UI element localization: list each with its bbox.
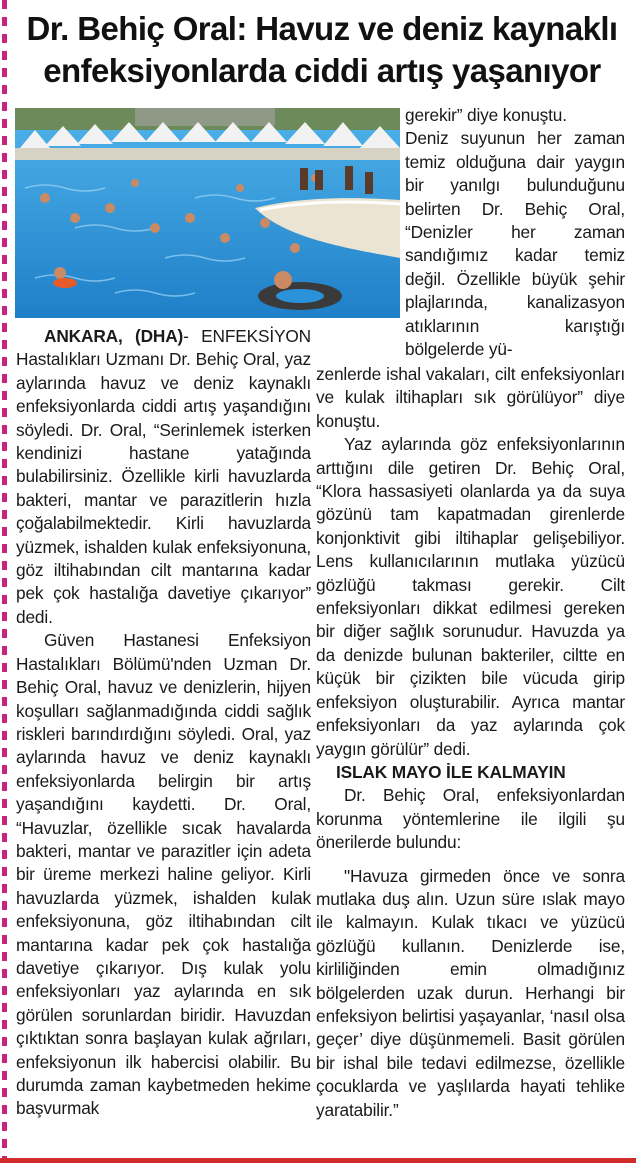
right-column [316, 363, 625, 1122]
dateline: ANKARA, (DHA) [44, 326, 184, 346]
left-column [16, 325, 311, 1121]
paragraph: gerekir” diye konuştu. [405, 105, 567, 125]
page-left-border [2, 0, 7, 1160]
paragraph: zenlerde ishal vakaları, cilt enfeksiyonları ve kulak iltihapları sık görülüyor” diye konuştu. [316, 364, 625, 431]
paragraph: Deniz suyunun her zaman temiz olduğuna dair yaygın bir yanılgı bulunduğunu belirten Dr. Behiç Oral, “Denizler her zaman sandığımız kadar temiz değil. Özellikle büyük şehir plajlarında, kanalizasyon atıklarının karıştığı bölgelerde yü- [405, 128, 625, 360]
article-headline [14, 8, 630, 92]
paragraph: "Havuza girmeden önce ve sonra mutlaka duş alın. Uzun süre ıslak mayo ile kalmayın. Kulak tıkacı ve yüzücü gözlüğü kullanın. Denizlerde ise, kirliliğinden emin olmadığınız bölgelerden uzak durun. Herhangi bir enfeksiyon belirtisi yaşayanlar, ‘nasıl olsa geçer’ diye düşünmemeli. Basit görülen bir ishal bile tedavi edilmezse, özellikle çocuklarda ve yaşlılarda hayati tehlike yaratabilir.” [316, 865, 625, 1120]
paragraph: Güven Hastanesi Enfeksiyon Hastalıkları Bölümü'nden Uzman Dr. Behiç Oral, havuz ve denizlerin, hijyen koşulları sağlanmadığında ciddi sağlık riskleri barındırdığını söyledi. Oral, yaz aylarında havuz ve deniz kaynaklı enfeksiyonlarda belirgin bir artış yaşandığını kaydetti. Dr. Oral, “Havuzlar, özellikle sıcak havalarda bakteri, mantar ve parazitler için adeta bir üreme merkezi haline geliyor. Kirli havuzlarda yüzmek, ishalden kulak enfeksiyonuna, göz iltihabından cilt mantarına kadar pek çok hastalığa davetiye çıkarıyor. Dış kulak yolu enfeksiyonları yaz aylarında en sık görülen sorunlardan biridir. Havuzdan çıktıktan sonra başlayan kulak ağrıları, enfeksiyonun ilk habercisi olabilir. Bu durumda zaman kaybetmeden hekime başvurmak [16, 630, 311, 1119]
headline-line-2: enfeksiyonlarda ciddi artış yaşanıyor [43, 52, 601, 89]
bottom-rule [0, 1158, 636, 1163]
paragraph-text: - ENFEKSİYON Hastalıkları Uzmanı Dr. Behiç Oral, yaz aylarında havuz ve deniz kaynaklı enfeksiyonlarda ciddi artış yaşandığını söyledi. Dr. Oral, “Serinlemek isterken kendinizi hastane yatağında bulabilirsiniz. Özellikle kirli havuzlarda bakteri, mantar ve parazitlerin hızla çoğalabilmektedir. Kirli havuzlarda yüzmek, ishalden kulak enfeksiyonuna, göz iltihabından cilt mantarına kadar pek çok hastalığa davetiye çıkarıyor” dedi. [16, 326, 311, 627]
paragraph: Yaz aylarında göz enfeksiyonlarının arttığını dile getiren Dr. Behiç Oral, “Klora hassasiyeti olanlarda ya da suya gözünü tam kapatmadan girenlerde konjonktivit gibi iltihaplar gelişebiliyor. Lens kullanıcılarının mutlaka yüzücü gözlüğü takması gerekir. Cilt enfeksiyonları dikkat edilmesi gereken bir diğer sağlık sorunudur. Havuzda ya da denizde bulunan bakteriler, ciltte en küçük bir çizikten bile vücuda girip enfeksiyon oluşturabilir. Ayrıca mantar enfeksiyonları da yaz aylarında çok yaygın görülür” dedi. [316, 434, 625, 759]
pool-photo [15, 108, 400, 318]
paragraph [16, 325, 311, 629]
section-subheading: ISLAK MAYO İLE KALMAYIN [336, 761, 566, 782]
headline-line-1: Dr. Behiç Oral: Havuz ve deniz kaynaklı [26, 10, 618, 47]
right-column-top [405, 104, 625, 361]
paragraph: Dr. Behiç Oral, enfeksiyonlardan korunma yöntemlerine ile ilgili şu önerilerde bulundu: [316, 785, 625, 853]
